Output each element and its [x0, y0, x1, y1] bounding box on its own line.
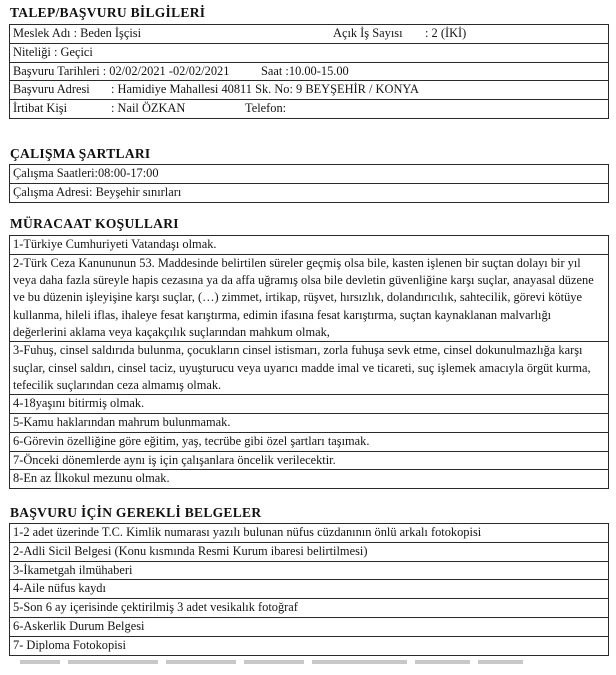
list-item: 3-Fuhuş, cinsel saldırıda bulunma, çocukların cinsel istismarı, zorla fuhuşa sevk etme, cinsel dokunulmazlığa karşı suçlar, cinsel saldırı, cinsel taciz, uyuşturucu veya uyarıcı madde imal ve ticareti, suç işlemek amacıyla örgüt kurma, tefecilik suçlarından ceza almamış olmak.	[10, 342, 609, 395]
meslek-adi: Meslek Adı : Beden İşçisi	[13, 26, 142, 40]
talep-table	[9, 24, 609, 119]
telefon-label: Telefon:	[245, 101, 287, 116]
nitelik-row	[10, 43, 609, 62]
list-item: 6-Görevin özelliğine göre eğitim, yaş, tecrübe gibi özel şartları taşımak.	[10, 432, 609, 451]
muracaat-table	[9, 235, 609, 489]
calisma-saatleri: Çalışma Saatleri:08:00-17:00	[13, 166, 159, 180]
adres-value: : Hamidiye Mahallesi 40811 Sk. No: 9 BEYŞEHİR / KONYA	[111, 82, 419, 97]
list-item: 5-Son 6 ay içerisinde çektirilmiş 3 adet vesikalık fotoğraf	[10, 599, 609, 618]
talep-heading: TALEP/BAŞVURU BİLGİLERİ	[10, 5, 206, 20]
calisma-adresi-row	[10, 183, 609, 202]
nitelik: Niteliği : Geçici	[13, 44, 93, 59]
list-item: 7- Diploma Fotokopisi	[10, 636, 609, 655]
calisma-heading: ÇALIŞMA ŞARTLARI	[10, 146, 151, 161]
belgeler-table	[9, 523, 609, 656]
list-item: 4-18yaşını bitirmiş olmak.	[10, 395, 609, 414]
adres-label: Başvuru Adresi	[13, 82, 90, 97]
calisma-table	[9, 164, 609, 203]
list-item: 1-Türkiye Cumhuriyeti Vatandaşı olmak.	[10, 236, 609, 255]
list-item: 4-Aile nüfus kaydı	[10, 580, 609, 599]
saat: Saat :10.00-15.00	[261, 63, 349, 78]
belgeler-heading: BAŞVURU İÇİN GEREKLİ BELGELER	[10, 505, 262, 520]
irtibat-row	[10, 100, 609, 119]
list-item: 8-En az İlkokul mezunu olmak.	[10, 470, 609, 489]
list-item: 6-Askerlik Durum Belgesi	[10, 617, 609, 636]
list-item: 5-Kamu haklarından mahrum bulunmamak.	[10, 413, 609, 432]
irtibat-label: İrtibat Kişi	[13, 101, 68, 116]
list-item: 7-Önceki dönemlerde aynı iş için çalışanlara öncelik verilecektir.	[10, 451, 609, 470]
acik-is-value: : 2 (İKİ)	[425, 26, 467, 40]
irtibat-value: : Nail ÖZKAN	[111, 101, 186, 116]
muracaat-heading: MÜRACAAT KOŞULLARI	[10, 216, 179, 231]
calisma-saatleri-row	[10, 165, 609, 184]
acik-is-label: Açık İş Sayısı	[333, 26, 403, 40]
list-item: 1-2 adet üzerinde T.C. Kimlik numarası yazılı bulunan nüfus cüzdanının önlü arkalı fotokopisi	[10, 524, 609, 543]
list-item: 2-Türk Ceza Kanununun 53. Maddesinde belirtilen süreler geçmiş olsa bile, kasten işlenen bir suçtan dolayı bir yıl veya daha fazla süreyle hapis cezasına ya da affa uğramış olsa bile devletin güvenliğine karşı suçlar, anayasal düzene ve bu düzenin işleyişine karşı suçlar, (…) zimmet, irtikap, rüşvet, hırsızlık, dolandırıcılık, sahtecilik, görevi kötüye kullanma, hileli iflas, ihaleye fesat karıştırma, edimin ifasına fesat karıştırma, suçtan kaynaklanan malvarlığı değerlerini aklama veya kaçakçılık suçlarından mahkum olmak,	[10, 254, 609, 341]
meslek-row	[10, 25, 609, 44]
tarih-row	[10, 62, 609, 81]
cut-off-text-line	[20, 660, 540, 666]
list-item: 2-Adli Sicil Belgesi (Konu kısmında Resmi Kurum ibaresi belirtilmesi)	[10, 542, 609, 561]
adres-row	[10, 81, 609, 100]
basvuru-tarihleri: Başvuru Tarihleri : 02/02/2021 -02/02/2021	[13, 63, 230, 78]
list-item: 3-İkametgah ilmühaberi	[10, 561, 609, 580]
calisma-adresi: Çalışma Adresi: Beyşehir sınırları	[13, 184, 182, 199]
